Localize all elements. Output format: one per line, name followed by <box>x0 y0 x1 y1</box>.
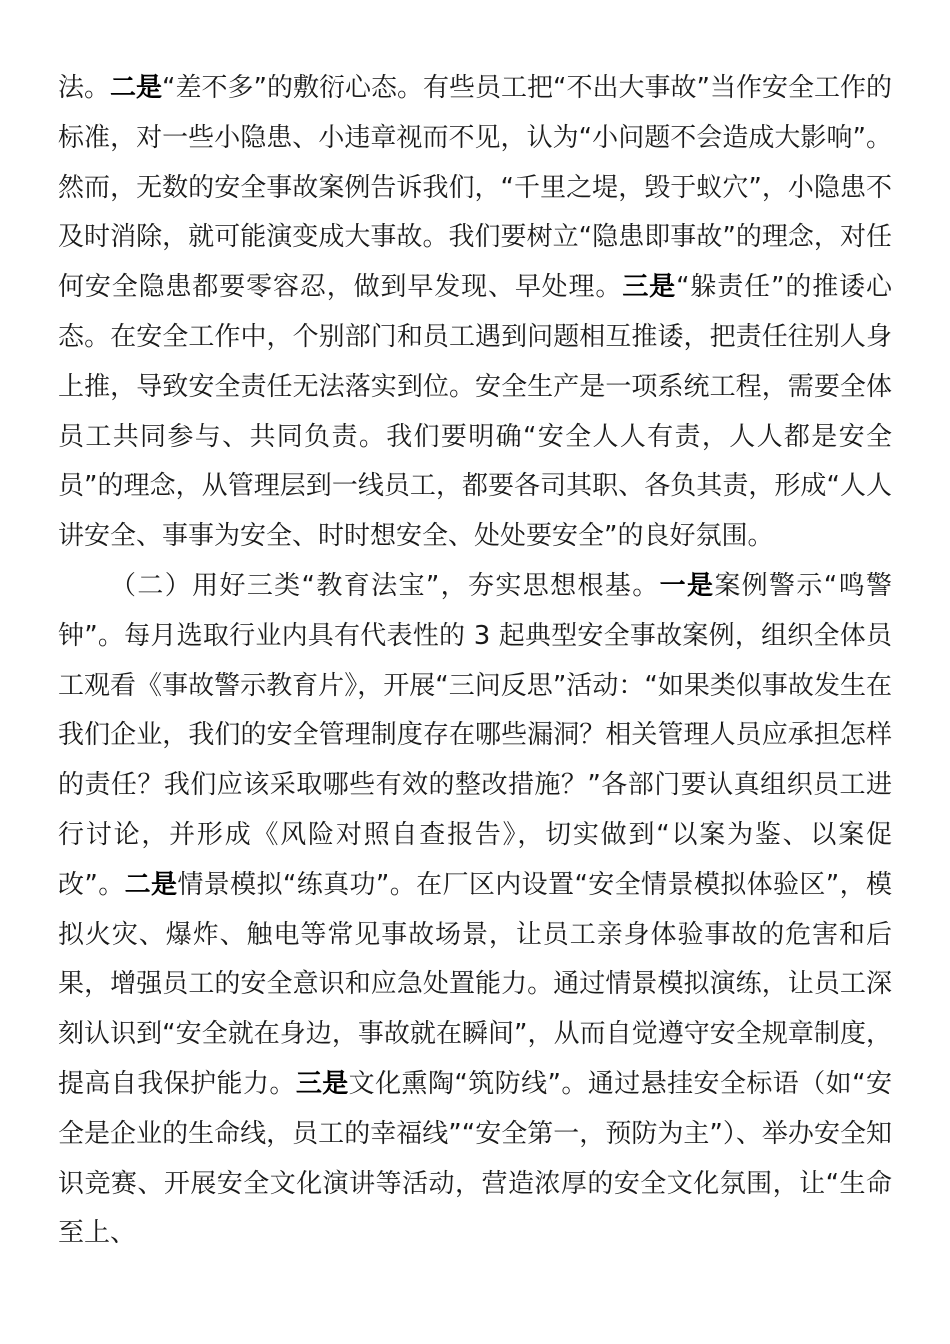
bold-label: 一是 <box>659 570 715 601</box>
bold-label: 三是 <box>295 1068 349 1099</box>
text-segment: 案例警示“鸣警钟”。每月选取行业内具有代表性的 3 起典型安全事故案例，组织全体员工观看《事故警示教育片》，开展“三问反思”活动：“如果类似事故发生在我们企业，我们的安全管理制度存在哪些漏洞？相关管理人员应承担怎样的责任？我们应该采取哪些有效的整改措施？”各部门要认真组织员工进行讨论，并形成《风险对照自查报告》，切实做到“以案为鉴、以案促改”。 <box>58 570 892 900</box>
bold-label: 二是 <box>124 869 178 900</box>
paragraph-1 <box>58 64 892 562</box>
text-segment: 法。 <box>58 73 111 103</box>
bold-label: 二是 <box>110 73 163 103</box>
section-heading: （二）用好三类“教育法宝”，夯实思想根基。 <box>110 570 660 601</box>
text-segment: 情景模拟“练真功”。在厂区内设置“安全情景模拟体验区”，模拟火灾、爆炸、触电等常见事故场景，让员工亲身体验事故的危害和后果，增强员工的安全意识和应急处置能力。通过情景模拟演练，让员工深刻认识到“安全就在身边，事故就在瞬间”，从而自觉遵守安全规章制度，提高自我保护能力。 <box>58 869 892 1099</box>
text-segment: “躲责任”的推诿心态。在安全工作中，个别部门和员工遇到问题相互推诿，把责任往别人身上推，导致安全责任无法落实到位。安全生产是一项系统工程，需要全体员工共同参与、共同负责。我们要明确“安全人人有责，人人都是安全员”的理念，从管理层到一线员工，都要各司其职、各负其责，形成“人人讲安全、事事为安全、时时想安全、处处要安全”的良好氛围。 <box>58 272 892 552</box>
text-segment: “差不多”的敷衍心态。有些员工把“不出大事故”当作安全工作的标准，对一些小隐患、小违章视而不见，认为“小问题不会造成大影响”。然而，无数的安全事故案例告诉我们，“千里之堤，毁于蚁穴”，小隐患不及时消除，就可能演变成大事故。我们要树立“隐患即事故”的理念，对任何安全隐患都要零容忍，做到早发现、早处理。 <box>58 73 892 303</box>
bold-label: 三是 <box>622 272 677 303</box>
text-segment: 文化熏陶“筑防线”。通过悬挂安全标语（如“安全是企业的生命线，员工的幸福线”“安全第一，预防为主”）、举办安全知识竞赛、开展安全文化演讲等活动，营造浓厚的安全文化氛围，让“生命至上、 <box>58 1068 892 1249</box>
document-body <box>58 64 892 1259</box>
paragraph-2 <box>58 562 892 1259</box>
